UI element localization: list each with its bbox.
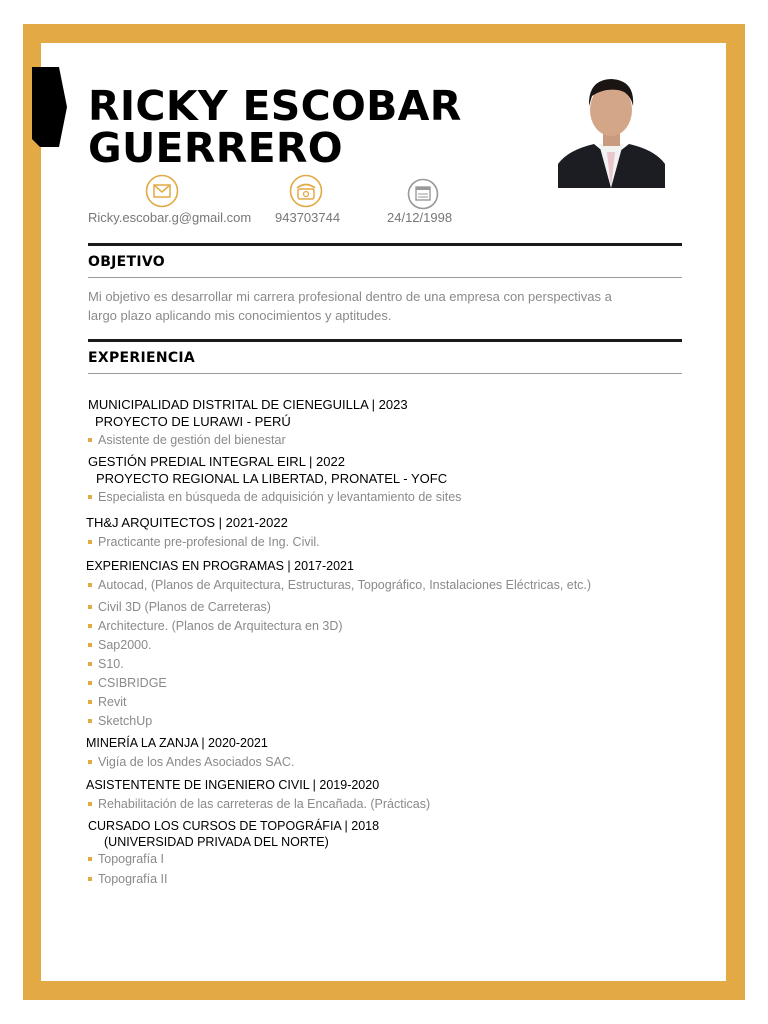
phone-text: 943703744 bbox=[275, 210, 341, 225]
list-item: Architecture. (Planos de Arquitectura en 3D) bbox=[88, 619, 343, 633]
job-title: MINERÍA LA ZANJA | 2020-2021 bbox=[86, 736, 268, 750]
job-subtitle: PROYECTO DE LURAWI - PERÚ bbox=[95, 414, 291, 429]
bullet-square-icon bbox=[88, 760, 92, 764]
list-item: Rehabilitación de las carreteras de la Encañada. (Prácticas) bbox=[88, 797, 430, 811]
list-item: Autocad, (Planos de Arquitectura, Estructuras, Topográfico, Instalaciones Eléctricas, etc.) bbox=[88, 578, 591, 592]
job-title: ASISTENTENTE DE INGENIERO CIVIL | 2019-2020 bbox=[86, 778, 380, 792]
list-item: SketchUp bbox=[88, 714, 152, 728]
candidate-name-line1: RICKY ESCOBAR bbox=[88, 82, 462, 130]
bullet-square-icon bbox=[88, 624, 92, 628]
list-item: Topografía I bbox=[88, 852, 164, 866]
list-item: Topografía II bbox=[88, 872, 168, 886]
birthdate-text: 24/12/1998 bbox=[387, 210, 453, 225]
bullet-square-icon bbox=[88, 662, 92, 666]
bullet-square-icon bbox=[88, 540, 92, 544]
experience-heading: EXPERIENCIA bbox=[88, 350, 196, 366]
bullet-square-icon bbox=[88, 877, 92, 881]
job-title: TH&J ARQUITECTOS | 2021-2022 bbox=[86, 515, 288, 530]
job-subtitle: (UNIVERSIDAD PRIVADA DEL NORTE) bbox=[104, 835, 329, 849]
job-title: MUNICIPALIDAD DISTRITAL DE CIENEGUILLA | 2023 bbox=[88, 397, 408, 412]
email-text: Ricky.escobar.g@gmail.com bbox=[88, 210, 252, 225]
job-subtitle: PROYECTO REGIONAL LA LIBERTAD, PRONATEL - YOFC bbox=[96, 471, 448, 486]
bullet-square-icon bbox=[88, 605, 92, 609]
objective-text-line1: Mi objetivo es desarrollar mi carrera profesional dentro de una empresa con perspectivas a bbox=[88, 289, 612, 304]
section-rule-top bbox=[88, 243, 682, 246]
list-item: Civil 3D (Planos de Carreteras) bbox=[88, 600, 271, 614]
bullet-square-icon bbox=[88, 643, 92, 647]
candidate-name-line2: GUERRERO bbox=[88, 124, 343, 172]
bullet-square-icon bbox=[88, 495, 92, 499]
list-item: Practicante pre-profesional de Ing. Civil. bbox=[88, 535, 320, 549]
bullet-square-icon bbox=[88, 681, 92, 685]
bullet-square-icon bbox=[88, 857, 92, 861]
list-item: Revit bbox=[88, 695, 126, 709]
profile-photo bbox=[558, 72, 665, 188]
list-item: S10. bbox=[88, 657, 124, 671]
section-rule-bottom bbox=[88, 277, 682, 278]
envelope-icon bbox=[145, 174, 179, 208]
objective-heading: OBJETIVO bbox=[88, 254, 165, 270]
list-item: CSIBRIDGE bbox=[88, 676, 167, 690]
list-item: Sap2000. bbox=[88, 638, 152, 652]
job-title: CURSADO LOS CURSOS DE TOPOGRÁFIA | 2018 bbox=[88, 819, 380, 833]
section-rule-bottom bbox=[88, 373, 682, 374]
job-title: GESTIÓN PREDIAL INTEGRAL EIRL | 2022 bbox=[88, 454, 345, 469]
bullet-square-icon bbox=[88, 583, 92, 587]
bullet-square-icon bbox=[88, 802, 92, 806]
calendar-icon bbox=[406, 177, 440, 211]
list-item: Especialista en búsqueda de adquisición y levantamiento de sites bbox=[88, 490, 461, 504]
objective-text-line2: largo plazo aplicando mis conocimientos y aptitudes. bbox=[88, 308, 392, 323]
bullet-square-icon bbox=[88, 719, 92, 723]
list-item: Vigía de los Andes Asociados SAC. bbox=[88, 755, 294, 769]
section-rule-top bbox=[88, 339, 682, 342]
bullet-square-icon bbox=[88, 438, 92, 442]
bookmark-tab-icon bbox=[32, 67, 67, 147]
list-item: Asistente de gestión del bienestar bbox=[88, 433, 286, 447]
job-title: EXPERIENCIAS EN PROGRAMAS | 2017-2021 bbox=[86, 559, 354, 573]
telephone-icon bbox=[289, 174, 323, 208]
bullet-square-icon bbox=[88, 700, 92, 704]
